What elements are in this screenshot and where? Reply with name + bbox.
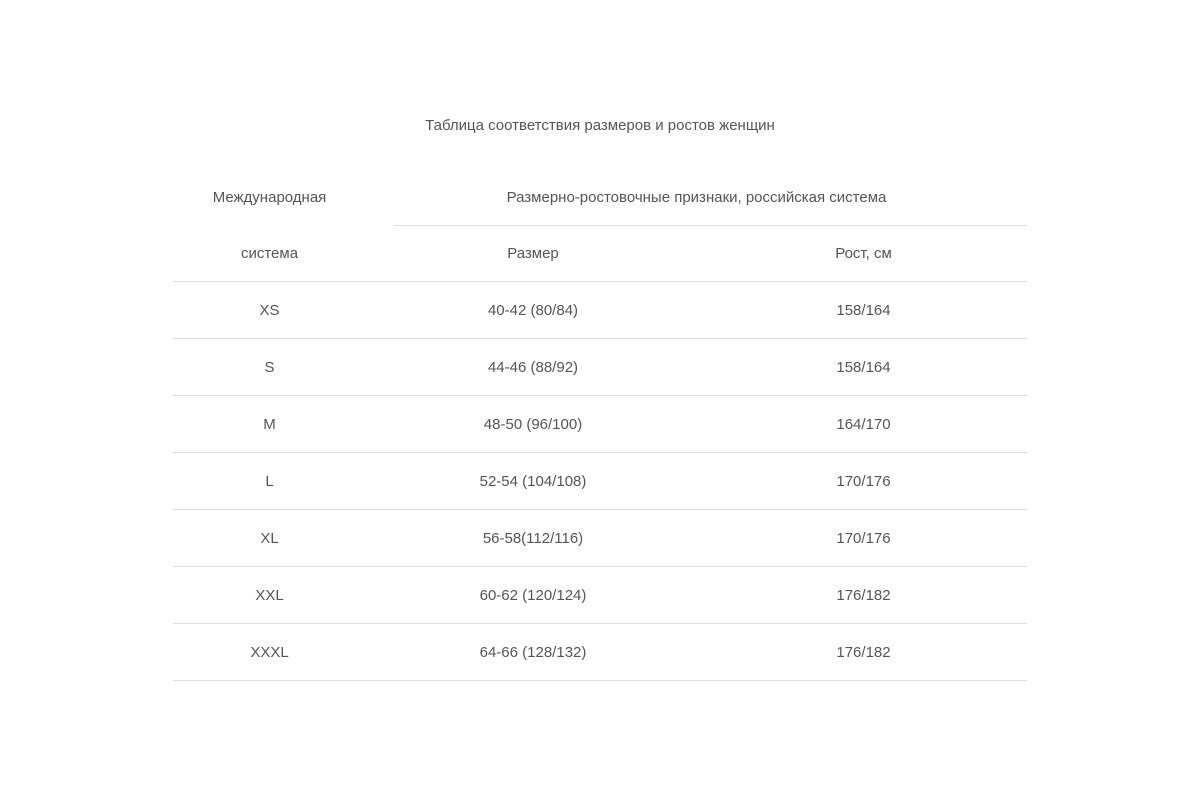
cell-international: XS	[259, 301, 280, 319]
table-row	[173, 510, 1027, 567]
cell-size: 64-66 (128/132)	[479, 643, 587, 661]
header-height: Рост, см	[835, 244, 892, 262]
cell-size: 60-62 (120/124)	[479, 586, 587, 604]
header-russian-system	[366, 169, 1027, 225]
cell-height: 170/176	[836, 472, 891, 490]
cell-height: 158/164	[836, 301, 891, 319]
header-size: Размер	[507, 244, 559, 262]
cell-size: 48-50 (96/100)	[483, 415, 583, 433]
cell-international: XXL	[255, 586, 284, 604]
cell-international: S	[264, 358, 275, 376]
table-row	[173, 624, 1027, 681]
cell-international: XL	[260, 529, 279, 547]
cell-international: M	[263, 415, 276, 433]
cell-size: 52-54 (104/108)	[479, 472, 587, 490]
header-russian-system-label: Размерно-ростовочные признаки, российская система	[506, 188, 887, 206]
header-international-line2: система	[240, 244, 299, 262]
size-chart-table	[173, 169, 1027, 681]
cell-size: 44-46 (88/92)	[487, 358, 579, 376]
cell-height: 164/170	[836, 415, 891, 433]
table-header	[173, 169, 1027, 282]
cell-size: 56-58(112/116)	[482, 529, 584, 547]
header-international-line1: Международная	[212, 188, 327, 206]
cell-international: L	[265, 472, 274, 490]
header-row-2	[173, 225, 1027, 282]
cell-height: 176/182	[836, 643, 891, 661]
cell-height: 176/182	[836, 586, 891, 604]
table-row	[173, 567, 1027, 624]
cell-international: XXXL	[250, 643, 289, 661]
cell-height: 158/164	[836, 358, 891, 376]
cell-size: 40-42 (80/84)	[487, 301, 579, 319]
table-caption: Таблица соответствия размеров и ростов женщин	[425, 117, 775, 134]
table-row	[173, 453, 1027, 510]
table-row	[173, 339, 1027, 396]
header-divider	[394, 225, 1027, 226]
table-row	[173, 282, 1027, 339]
table-body	[173, 282, 1027, 681]
cell-height: 170/176	[836, 529, 891, 547]
table-row	[173, 396, 1027, 453]
header-row-1	[173, 169, 1027, 225]
